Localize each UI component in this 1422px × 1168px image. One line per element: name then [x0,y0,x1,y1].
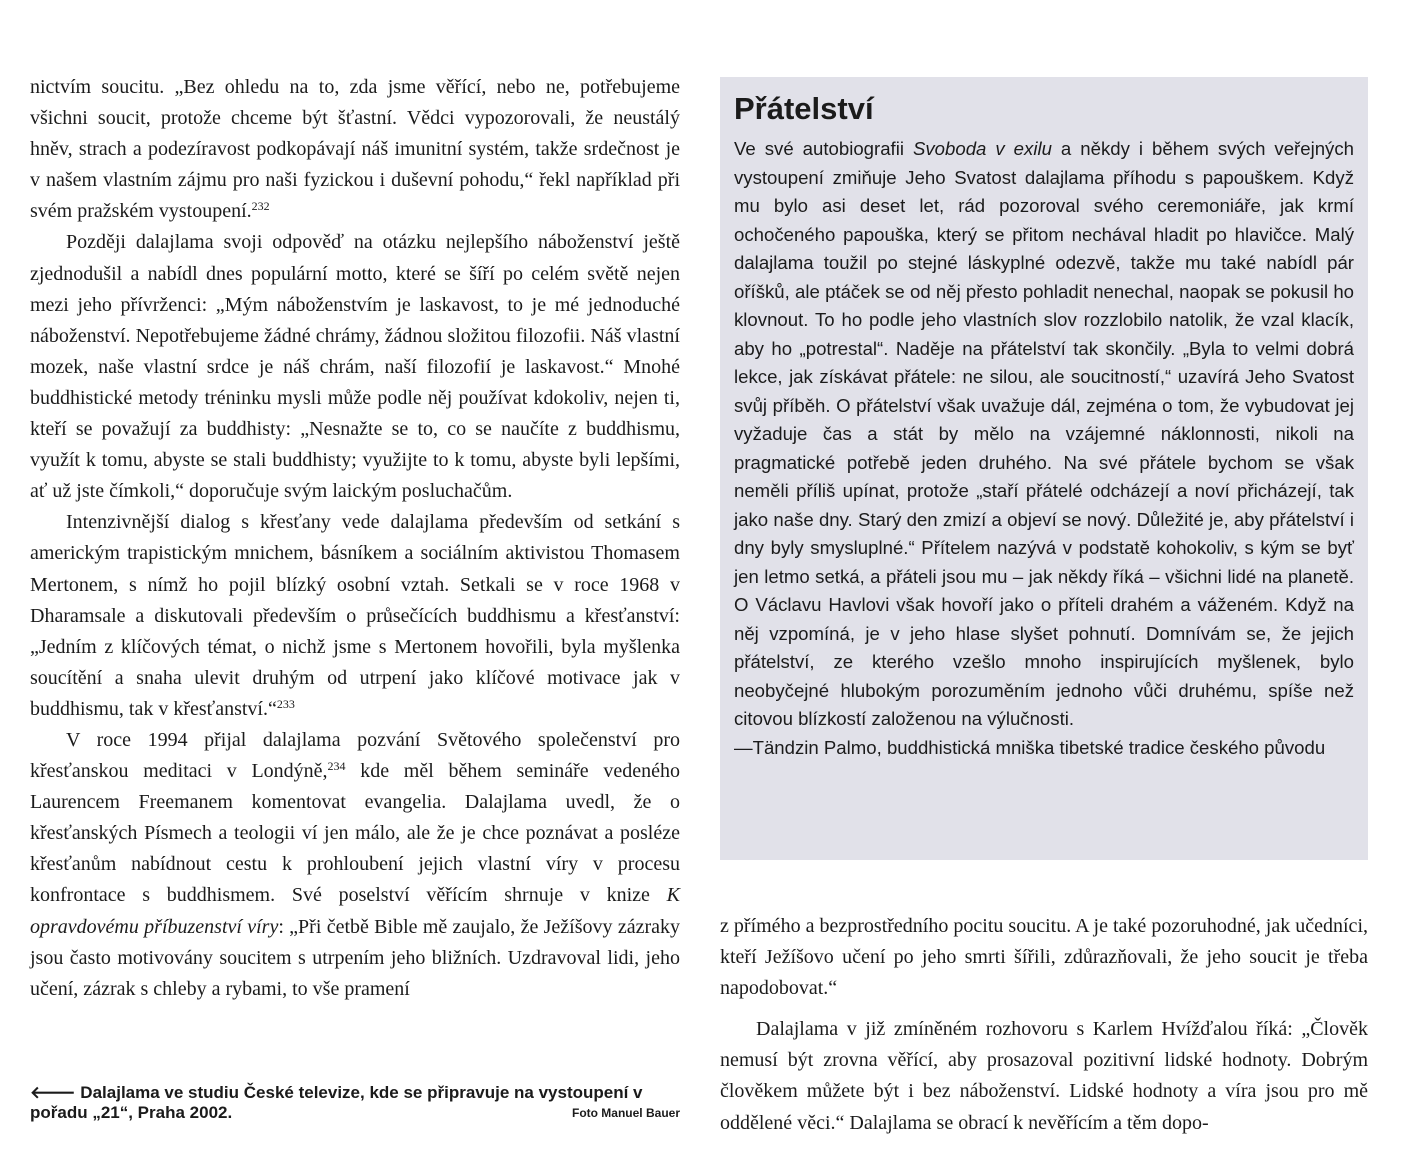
sidebar-signature: —Tändzin Palmo, buddhistická mniška tibetské tradice českého původu [734,736,1326,758]
paragraph-text: : „Při četbě Bible mě zaujalo, že Ježíšovy zázraky jsou často motivovány soucitem s utrpením jeho bližních. Uzdravoval lidi, jeho učení, zázrak s chleby a rybami, to vše pramení [30,915,680,1000]
sidebar-title: Přátelství [734,91,874,126]
book-title: K opravdovému příbuzenství víry [30,884,680,938]
paragraph [30,725,680,1005]
caption-text: 🡐 Dalajlama ve studiu České televize, kde se připravuje na vystoupení v pořadu „21“, Praha 2002. [30,1083,643,1122]
paragraph-text: V roce 1994 přijal dalajlama pozvání Světového společenství pro křesťanskou meditaci v Londýně, [30,728,680,783]
right-text-column [720,911,1368,1139]
paragraph [30,227,680,507]
paragraph: Dalajlama v již zmíněném rozhovoru s Karlem Hvížďalou říká: „Člověk nemusí být zrovna věřící, aby prosazoval pozitivní lidské hodnoty. Dobrým člověkem můžete být i bez náboženství. Lidské hodnoty a víra jsou pro mě oddělené věci.“ Dalajlama se obrací k nevěřícím a těm dopo- [720,1018,1368,1134]
book-title: Svoboda v exilu [912,138,1052,159]
sidebar-text [734,135,1354,734]
paragraph-text: Později dalajlama svoji odpověď na otázku nejlepšího náboženství ještě zjednodušil a nabídl dnes populární motto, které se šíří po celém světě nejen mezi jeho přívrženci: „Mým náboženstvím je laskavost, to je mé jednoduché náboženství. Nepotřebujeme žádné chrámy, žádnou složitou filozofii. Náš vlastní mozek, naše vlastní srdce je náš chrám, naší filozofií je laskavost.“ Mnohé buddhistické metody tréninku mysli může podle něj používat kdokoliv, nejen ti, kteří se považují za buddhisty: „Nesnažte se to, co se naučíte z buddhismu, využít k tomu, abyste se stali buddhisty; využijte to k tomu, abyste byli lepšími, ať už jste čímkoli,“ doporučuje svým laickým posluchačům. [30,231,680,503]
footnote-ref[interactable]: 234 [327,759,346,774]
left-text-column [30,72,680,1005]
sidebar-box [720,77,1368,860]
photo-caption [30,1083,680,1123]
sidebar-text-part: a někdy i během svých veřejných vystoupení zmiňuje Jeho Svatost dalajlama příhodu s papouškem. Když mu bylo asi deset let, rád pozoroval svého ceremoniáře, jak krmí ochočeného papouška, který se přitom nechával hladit po hlavičce. Malý dalajlama toužil po stejné láskyplné odezvě, takže mu také nabídl pár oříšků, ale ptáček se od něj přesto pohladit nenechal, naopak se pokusil ho klovnout. To ho podle jeho vlastních slov rozzlobilo natolik, že vzal klacík, aby ho „potrestal“. Naděje na přátelství tak skončily. „Byla to velmi dobrá lekce, jak získávat přátele: ne silou, ale soucitností,“ uzavírá Jeho Svatost svůj příběh. O přátelství však uvažuje dál, zejména o tom, že vybudovat jej vyžaduje čas a stát by mělo na vzájemné náklonnosti, nikoli na pragmatické potřebě jeden druhého. Na své přátele bychom se však neměli příliš upínat, protože „staří přátelé odcházejí a noví přicházejí, tak jako naše dny. Starý den zmizí a objeví se nový. Důležité je, aby přátelství i dny byly smysluplné.“ Přítelem nazývá v podstatě kohokoliv, s kým se byť jen letmo setká, a přáteli jsou mu – jak někdy říká – všichni lidé na planetě. O Václavu Havlovi však hovoří jako o příteli drahém a váženém. Když na něj vzpomíná, je v jeho hlase slyšet pohnutí. Domnívám se, že jejich přátelství, ze kterého vzešlo mnoho inspirujících myšlenek, bylo neobyčejné hlubokým porozuměním jednoho vůči druhému, spíše než citovou blízkostí založenou na výlučnosti. [734,138,1354,729]
footnote-ref[interactable]: 232 [251,199,270,214]
photo-credit: Foto Manuel Bauer [571,1106,680,1120]
paragraph-text: kde měl během semináře vedeného Laurencem Freemanem komentovat evangelia. Dalajlama uvedl, že o křesťanských Písmech a teologii ví jen málo, ale že je chce poznávat a posléze křesťanům nabídnout cestu k prohloubení jejich vlastní víry v procesu konfrontace s buddhismem. Své poselství věřícím shrnuje v knize [30,760,680,907]
paragraph [30,72,680,227]
footnote-ref[interactable]: 233 [276,696,295,711]
paragraph [30,507,680,725]
paragraph-text: Intenzivnější dialog s křesťany vede dalajlama především od setkání s americkým trapistickým mnichem, básníkem a sociálním aktivistou Thomasem Mertonem, s nímž ho pojil blízký osobní vztah. Setkali se v roce 1968 v Dharamsale a diskutovali především o průsečících buddhismu a křesťanství: „Jedním z klíčových témat, o nichž jsme s Mertonem hovořili, byla myšlenka soucítění a snaha ulevit druhým od utrpení jako klíčové motivace jak v buddhismu, tak v křesťanství.“ [30,511,680,720]
paragraph: z přímého a bezprostředního pocitu soucitu. A je také pozoruhodné, jak učedníci, kteří Ježíšovo učení po jeho smrti šířili, zdůrazňovali, že jeho soucit je třeba napodobovat.“ [720,915,1368,1000]
paragraph-text: nictvím soucitu. „Bez ohledu na to, zda jsme věřící, nebo ne, potřebujeme všichni soucit, protože chceme být šťastní. Vědci vypozorovali, že neustálý hněv, strach a podezíravost podkopávají náš imunitní systém, takže srdečnost je v našem vlastním zájmu pro naši fyzickou i duševní pohodu,“ řekl například při svém pražském vystoupení. [30,76,680,223]
sidebar-text-part: Ve své autobiografii [734,138,913,159]
